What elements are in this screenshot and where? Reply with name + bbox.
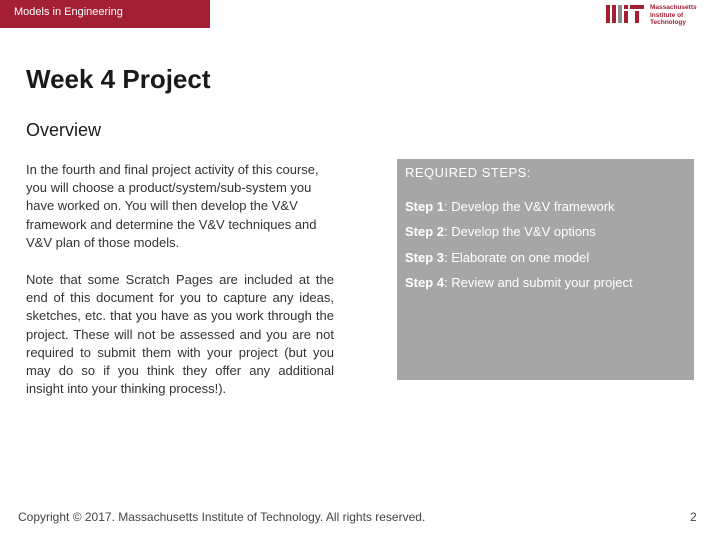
- step-text: : Elaborate on one model: [444, 250, 590, 265]
- mit-logo: [606, 4, 706, 28]
- step-item: [405, 250, 589, 265]
- section-subtitle: Overview: [26, 120, 102, 140]
- course-header-tag: [0, 0, 210, 28]
- step-text: : Develop the V&V options: [444, 224, 596, 239]
- step-text: : Review and submit your project: [444, 275, 633, 290]
- scratch-pages-note: Note that some Scratch Pages are included at the end of this document for you to capture any ideas, sketches, etc. that you have as you work through the project. These will not be assessed and you are not required to submit them with your project (but you may do so if you think they offer any additional insight into your thinking process!).: [26, 272, 334, 397]
- step-label: Step 3: [405, 250, 445, 265]
- required-steps-heading: REQUIRED STEPS:: [405, 165, 531, 180]
- copyright-notice: Copyright © 2017. Massachusetts Institute of Technology. All rights reserved.: [18, 510, 426, 524]
- mit-logo-text: Massachusetts Institute of Technology: [650, 4, 697, 26]
- course-name: Models in Engineering: [14, 6, 123, 18]
- intro-paragraph: In the fourth and final project activity of this course, you will choose a product/system/sub-system you have worked on. You will then develop the V&V framework and determine the V&V techniques and V&V plan of those models.: [26, 162, 319, 250]
- step-label: Step 2: [405, 224, 445, 239]
- page-title: Week 4 Project: [26, 64, 211, 94]
- step-text: : Develop the V&V framework: [444, 199, 615, 214]
- step-item: [405, 199, 615, 214]
- page-number: 2: [690, 510, 697, 524]
- step-label: Step 1: [405, 199, 445, 214]
- step-item: [405, 224, 596, 239]
- step-item: [405, 275, 633, 290]
- mit-logo-mark: [606, 4, 646, 24]
- required-steps-box: [397, 159, 694, 380]
- step-label: Step 4: [405, 275, 445, 290]
